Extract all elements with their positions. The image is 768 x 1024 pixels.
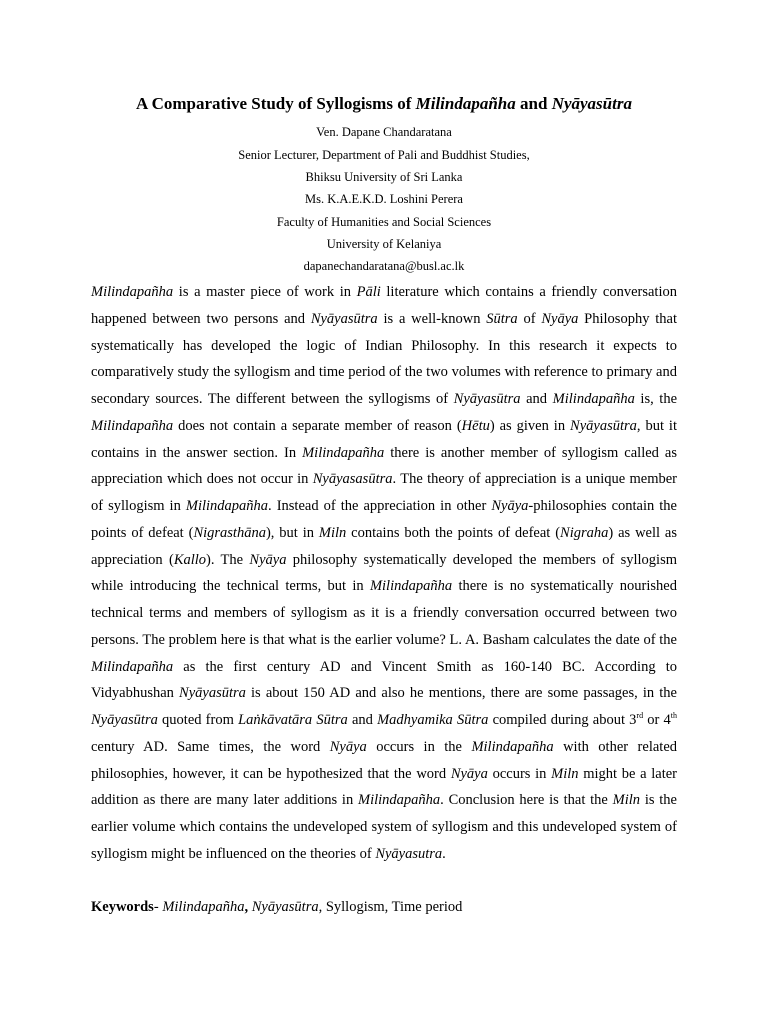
abstract-italic-term: Nyāyasasūtra: [312, 471, 393, 488]
abstract-italic-term: Milindapañha: [185, 498, 269, 514]
abstract-text: there is another member of syllogism called as appreciation which does not occur in: [91, 444, 677, 488]
ordinal-superscript: rd: [636, 711, 644, 721]
abstract-italic-term: Milindapañha: [357, 792, 441, 809]
abstract-italic-term: Milindapañha: [552, 391, 635, 407]
abstract-italic-term: Milindapañha: [369, 578, 453, 595]
abstract-text: ) as well as appreciation (: [91, 524, 677, 568]
author-position-1: Senior Lecturer, Department of Pali and Buddhist Studies,: [238, 148, 530, 162]
abstract-italic-term: Nyāya: [491, 498, 529, 514]
keywords-label: Keywords: [91, 899, 154, 915]
abstract-text: is a well-known: [377, 310, 487, 327]
abstract-paragraph: [91, 279, 677, 868]
abstract-text: occurs in: [487, 765, 552, 782]
author-name-2: Ms. K.A.E.K.D. Loshini Perera: [305, 192, 463, 206]
abstract-text: , but it contains in the answer section. In: [91, 417, 677, 461]
keywords-separator: ,: [244, 899, 252, 915]
abstract-text: is about 150 AD and also he mentions, there are some passages, in the: [245, 685, 677, 702]
abstract-text: or 4: [643, 712, 671, 728]
abstract-text: there is no systematically nourished technical terms and members of syllogism as it is a friendly conversation occurred between two persons. The problem here is that what is the earlier volume? L. A. Basham calculates the date of the: [91, 578, 677, 648]
abstract-italic-term: Nyāyasūtra: [91, 712, 158, 728]
abstract-text: and: [347, 712, 378, 728]
abstract-italic-term: Milindapañha: [91, 417, 174, 434]
author-email: dapanechandaratana@busl.ac.lk: [303, 259, 465, 273]
abstract-text: ) as given in: [489, 417, 571, 434]
abstract-text: . Instead of the appreciation in other: [268, 498, 492, 514]
abstract-italic-term: Nigraha: [560, 524, 609, 541]
abstract-text: . Conclusion here is that the: [440, 792, 613, 809]
abstract-italic-term: Nyāyasutra: [375, 845, 443, 862]
abstract-text: as the first century AD and Vincent Smith as 160-140 BC. According to Vidyabhushan: [91, 658, 677, 702]
abstract-italic-term: Nyāya: [541, 310, 579, 327]
abstract-italic-term: Milindapañha: [471, 738, 554, 755]
abstract-text: and: [520, 391, 553, 407]
abstract-text: is a master piece of work in: [173, 284, 357, 300]
keyword-milindapanha: Milindapañha: [162, 899, 245, 915]
abstract-italic-term: Milindapañha: [91, 658, 174, 675]
title-prefix: A Comparative Study of Syllogisms of: [136, 94, 416, 113]
abstract-text: quoted from: [157, 712, 239, 728]
title-connector: and: [515, 94, 552, 113]
abstract-text: contains both the points of defeat (: [346, 524, 561, 541]
abstract-italic-term: Nyāya: [249, 551, 287, 568]
abstract-italic-term: Nigrasthāna: [193, 524, 266, 541]
abstract-text: does not contain a separate member of reason (: [173, 417, 462, 434]
author-institution-1: Bhiksu University of Sri Lanka: [305, 170, 463, 184]
keyword-nyayasutra: Nyāyasūtra: [251, 899, 319, 915]
abstract-text: . The theory of appreciation is a unique member of syllogism in: [91, 471, 678, 514]
abstract-italic-term: Pāli: [356, 284, 381, 300]
abstract-italic-term: Milindapañha: [91, 284, 174, 300]
abstract-italic-term: Nyāya: [450, 765, 488, 782]
author-faculty-2: Faculty of Humanities and Social Sciences: [276, 215, 492, 229]
author-name-1: Ven. Dapane Chandaratana: [316, 125, 452, 139]
abstract-text: Philosophy that systematically has developed the logic of Indian Philosophy. In this research it expects to comparatively study the syllogism and time period of the two volumes with reference to primary and secondary sources. The different between the syllogisms of: [91, 310, 677, 407]
abstract-italic-term: Laṅkāvatāra Sūtra: [238, 712, 348, 728]
paper-title: [0, 93, 768, 115]
abstract-italic-term: Milindapañha: [302, 444, 385, 461]
abstract-text: compiled during about 3: [488, 712, 637, 728]
title-work-nyayasutra: Nyāyasūtra: [551, 94, 632, 113]
keywords-rest: , Syllogism, Time period: [318, 899, 463, 915]
abstract-text: ). The: [206, 551, 250, 568]
abstract-italic-term: Hētu: [461, 417, 490, 434]
abstract-text: century AD. Same times, the word: [91, 738, 330, 755]
abstract-text: of: [517, 310, 542, 327]
abstract-italic-term: Madhyamika Sūtra: [377, 712, 489, 728]
abstract-italic-term: Nyāyasūtra: [453, 391, 521, 407]
abstract-text: might be a later addition as there are many later additions in: [91, 765, 678, 809]
abstract-text: literature which contains a friendly conversation happened between two persons and: [91, 284, 677, 327]
abstract-italic-term: Miln: [612, 792, 641, 809]
abstract-text: is, the: [634, 391, 678, 407]
abstract-italic-term: Sūtra: [486, 310, 518, 327]
abstract-italic-term: Nyāya: [329, 738, 367, 755]
ordinal-superscript: th: [670, 711, 678, 721]
abstract-text: occurs in the: [366, 738, 472, 755]
abstract-italic-term: Miln: [551, 765, 579, 782]
abstract-text: philosophy systematically developed the members of syllogism while introducing the technical terms, but in: [91, 551, 677, 595]
abstract-italic-term: Nyāyasūtra: [570, 417, 637, 434]
abstract-text: -philosophies contain the points of defeat (: [91, 498, 677, 541]
abstract-italic-term: Nyāyasūtra: [310, 310, 378, 327]
title-work-milindapanha: Milindapañha: [415, 94, 516, 113]
abstract-italic-term: Miln: [318, 524, 347, 541]
abstract-text: .: [442, 845, 446, 862]
abstract-italic-term: Nyāyasūtra: [179, 685, 246, 702]
abstract-italic-term: Kallo: [173, 551, 207, 568]
keywords-line: [91, 894, 677, 920]
abstract-text: ), but in: [265, 524, 319, 541]
abstract-text: with other related philosophies, however, it can be hypothesized that the word: [91, 738, 678, 782]
keywords-dash: -: [153, 899, 163, 915]
abstract-text: is the earlier volume which contains the undeveloped system of syllogism and this undeveloped system of syllogism might be influenced on the theories of: [91, 792, 677, 862]
author-institution-2: University of Kelaniya: [326, 237, 442, 251]
